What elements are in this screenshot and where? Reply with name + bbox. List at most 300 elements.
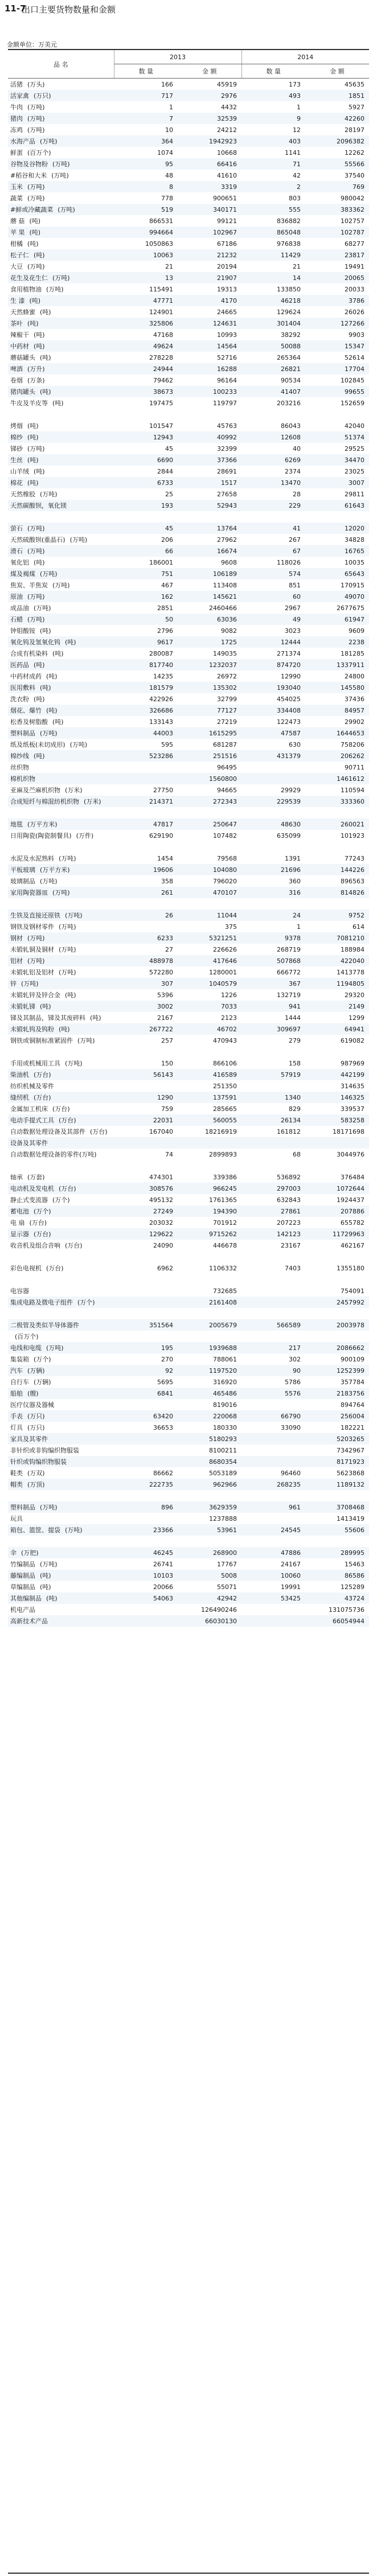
quantity-2013-cell [114,1160,178,1171]
item-cell [8,784,114,796]
quantity-2014-cell: 1141 [285,149,301,157]
quantity-2014-cell: 309697 [241,1023,305,1035]
amount-2013-cell: 45763 [217,422,237,430]
item-cell [8,79,114,90]
item-unit [10,1162,15,1170]
item-cell [8,147,114,158]
item-cell [8,1388,114,1399]
table-row [8,830,369,841]
item-cell [8,1194,114,1205]
item-cell [8,1513,114,1524]
table-row [8,739,369,750]
table-row [8,477,369,488]
quantity-2014-cell: 38292 [281,331,301,339]
item-cell [8,1422,114,1433]
amount-2014-cell: 462167 [341,1241,364,1249]
amount-2013-cell: 251516 [178,750,241,762]
item-cell [8,1160,114,1171]
amount-2013-cell [178,841,241,853]
item-unit: (万吨) [69,536,88,544]
item-unit: (万吨) [34,604,51,612]
quantity-2013-cell: 47817 [114,818,178,830]
item-name: 轴承 [10,1174,23,1181]
item-name: 天然硫酸钡(重晶石) [10,536,65,544]
quantity-2013-cell [114,1536,178,1547]
item-unit: (万吨) [40,730,58,737]
item-unit: (吨) [34,752,45,760]
item-cell [8,944,114,955]
quantity-2014-cell: 90 [241,1365,305,1376]
amount-2014-cell: 2096382 [305,135,369,147]
item-unit: (吨) [52,650,64,657]
table-row [8,727,369,739]
quantity-2014-cell: 47886 [241,1547,305,1558]
quantity-2014-cell: 24167 [281,1560,301,1568]
item-name: 集装箱 [10,1356,29,1363]
amount-2013-cell: 8680354 [178,1456,241,1467]
amount-2014-cell: 15463 [345,1560,364,1568]
amount-2014-cell: 1924437 [337,1196,364,1204]
item-cell [8,306,114,318]
quantity-2014-cell: 229539 [241,796,305,807]
item-unit: (吨) [29,229,41,236]
item-unit: (万吨) [27,616,45,623]
item-cell [8,1262,114,1274]
item-name: 锑砂 [10,445,23,452]
amount-2014-cell: 144226 [305,864,369,875]
quantity-2014-cell: 836882 [277,217,301,225]
quantity-2013-cell [114,1513,178,1524]
amount-2013-cell: 13764 [178,522,241,534]
quantity-2014-cell [241,1445,305,1456]
item-unit: (万台) [29,1219,47,1227]
quantity-2014-cell [241,762,305,773]
quantity-2014-cell: 874720 [241,659,305,670]
table-row [8,1194,369,1205]
table-row [8,693,369,705]
amount-2013-cell: 681287 [213,740,237,748]
quantity-2014-cell: 133850 [277,285,301,293]
table-row [8,1114,369,1126]
amount-2014-cell [305,1308,369,1319]
quantity-2013-cell: 79462 [153,376,173,384]
item-unit: (万吨) [40,1561,58,1568]
amount-2014-cell: 28197 [345,126,364,134]
quantity-2013-cell [114,773,178,784]
table-spacer-row [8,511,369,522]
quantity-2014-cell: 66790 [241,1410,305,1422]
amount-2013-cell: 966245 [178,1183,241,1194]
title-bar [0,0,377,16]
item-unit [35,1606,40,1614]
amount-2013-cell: 32399 [217,445,237,452]
item-unit: (万套) [27,1174,45,1181]
quantity-2013-cell: 3002 [114,1001,178,1012]
item-unit: (吨) [29,217,41,225]
amount-2014-cell: 1252399 [305,1365,369,1376]
item-cell [8,238,114,249]
amount-2013-cell: 104080 [178,864,241,875]
item-unit: (万吨) [51,172,69,179]
item-unit [10,513,15,521]
item-unit: (百万个) [15,1333,39,1340]
quantity-2014-cell: 536892 [277,1173,301,1181]
quantity-2013-cell: 759 [161,1105,173,1113]
amount-2013-cell: 3319 [178,181,241,192]
amount-2013-cell: 701912 [213,1219,237,1227]
amount-2013-cell: 1761365 [209,1196,237,1204]
table-row [8,1092,369,1103]
amount-2014-cell: 769 [305,181,369,192]
item-unit: (万吨) [52,274,70,282]
item-cell [8,739,114,750]
item-unit [54,1083,59,1090]
item-cell [8,1524,114,1536]
amount-2014-cell: 64941 [305,1023,369,1035]
quantity-2013-cell: 10063 [114,249,178,261]
quantity-2014-cell: 301404 [241,318,305,329]
item-unit: (万台) [59,1117,76,1124]
amount-2014-cell: 2457992 [305,1297,369,1308]
amount-2014-cell [305,511,369,522]
item-name: 牛肉 [10,104,23,111]
item-name: 箱包、篮筐、提袋 [10,1526,60,1534]
amount-2014-cell: 339537 [341,1105,364,1113]
table-row [8,716,369,727]
item-unit: (万米) [65,787,83,794]
amount-2013-cell: 28691 [217,467,237,475]
item-unit: (吨) [29,297,41,304]
item-name: 电容器 [10,1287,29,1295]
item-name: 氧化铝 [10,559,29,566]
quantity-2014-cell: 268719 [277,945,301,953]
amount-2013-cell [178,1274,241,1285]
amount-2013-cell: 1226 [221,991,237,999]
item-cell [8,807,114,818]
quantity-2014-cell: 207223 [277,1219,301,1227]
item-name: 钟钼酸铵 [10,627,35,635]
table-row [8,295,369,306]
table-row [8,204,369,215]
quantity-2013-cell: 181579 [114,682,178,693]
amount-2014-cell: 145580 [305,682,369,693]
amount-2013-cell [178,1046,241,1057]
item-cell [8,1308,114,1319]
quantity-2013-cell [114,1308,178,1319]
quantity-2013-cell: 6962 [157,1264,173,1272]
amount-2013-cell: 1280001 [209,968,237,976]
item-name: 塑料制品 [10,1504,35,1511]
amount-2014-cell: 655782 [341,1219,364,1227]
amount-2013-cell: 1725 [178,636,241,648]
item-unit: (吨) [46,707,58,714]
quantity-2014-cell: 632843 [277,1196,301,1204]
quantity-2014-cell: 268235 [241,1479,305,1490]
amount-2013-cell: 7033 [178,1001,241,1012]
item-unit: (万吨) [52,161,70,168]
amount-2013-cell: 24212 [217,126,237,134]
quantity-2013-cell: 896 [114,1501,178,1513]
amount-2014-cell: 26026 [345,308,364,316]
amount-2014-cell: 2238 [305,636,369,648]
item-name: 灯具 [10,1424,23,1431]
item-name: 成品油 [10,604,29,612]
quantity-2014-cell: 12608 [241,431,305,443]
amount-2014-cell: 2003978 [305,1319,369,1331]
item-name: 蓄电池 [10,1208,29,1215]
quantity-2013-cell: 325806 [114,318,178,329]
quantity-2014-cell [241,1604,305,1615]
quantity-2013-cell: 9617 [114,636,178,648]
amount-2014-cell [305,898,369,910]
header-quantity: 数 量 [241,64,305,79]
amount-2014-cell: 1413778 [337,968,364,976]
item-unit [10,1048,15,1056]
quantity-2014-cell: 1 [297,923,301,931]
item-unit: (吨) [52,400,64,407]
table-row [8,1422,369,1433]
quantity-2014-cell: 229 [241,500,305,511]
amount-2014-cell: 442199 [305,1069,369,1080]
amount-2014-cell [305,409,369,420]
amount-2013-cell: 1939688 [178,1342,241,1353]
item-name: 锌 [10,980,17,987]
item-unit: (吨) [27,479,39,487]
item-cell [8,602,114,614]
header-year-2014: 2014 [241,50,369,64]
amount-2014-cell: 814826 [305,887,369,898]
item-unit: (万吨) [27,263,45,270]
item-unit: (万吨) [27,183,45,191]
amount-2013-cell: 52716 [217,353,237,361]
item-cell [8,1012,114,1023]
amount-2014-cell: 1461612 [305,773,369,784]
item-name: 蘑菇罐头 [10,354,35,361]
item-unit: (吨) [40,1003,51,1010]
item-name: 塑料制品 [10,730,35,737]
quantity-2013-cell [114,1274,178,1285]
table-row [8,1513,369,1524]
item-unit: (万只) [27,1413,45,1420]
amount-2014-cell [305,1251,369,1262]
item-unit [35,775,40,783]
quantity-2013-cell: 44003 [114,727,178,739]
amount-2013-cell: 1040579 [178,978,241,989]
amount-2013-cell: 9608 [221,558,237,566]
item-cell [8,1604,114,1615]
amount-2013-cell: 251350 [213,1082,237,1090]
item-name: 煤及褐煤 [10,570,35,578]
amount-2014-cell: 260021 [305,818,369,830]
quantity-2013-cell: 10103 [114,1570,178,1581]
table-row [8,1285,369,1297]
quantity-2013-cell: 24090 [153,1241,173,1249]
item-name: 活猪 [10,81,23,88]
table-row [8,1217,369,1228]
item-unit [10,843,15,851]
item-unit: (吨) [34,343,45,350]
quantity-2013-cell: 495132 [149,1196,173,1204]
amount-2013-cell: 4432 [221,103,237,111]
table-row [8,283,369,295]
item-cell [8,375,114,386]
quantity-2013-cell [114,1399,178,1410]
table-row [8,431,369,443]
amount-2013-cell: 45919 [217,80,237,88]
quantity-2013-cell: 474301 [149,1173,173,1181]
table-row [8,636,369,648]
table-spacer-row [8,1251,369,1262]
quantity-2013-cell: 817740 [114,659,178,670]
item-cell [8,409,114,420]
item-cell [8,1467,114,1479]
item-cell [8,1285,114,1297]
quantity-2014-cell: 33090 [281,1423,301,1431]
amount-2014-cell: 43724 [305,1592,369,1604]
amount-2013-cell: 11044 [178,910,241,921]
quantity-2014-cell [241,898,305,910]
quantity-2014-cell: 129624 [277,308,301,316]
section-number: 11-7 [5,3,26,14]
table-row [8,522,369,534]
item-unit: (万辆) [27,1367,45,1375]
item-unit [10,1276,15,1283]
quantity-2013-cell [114,807,178,818]
table-row [8,602,369,614]
item-cell [8,557,114,568]
quantity-2013-cell [114,841,178,853]
item-cell [8,648,114,659]
amount-2014-cell: 1413419 [337,1515,364,1522]
header-year-2013: 2013 [114,50,241,64]
item-unit: (万条) [27,377,45,384]
table-row [8,454,369,466]
amount-2014-cell: 66054944 [305,1615,369,1627]
item-name: 彩色电视机 [10,1265,42,1272]
quantity-2014-cell: 7403 [285,1264,301,1272]
amount-2013-cell: 17767 [217,1560,237,1568]
item-unit: (吨) [27,456,39,464]
table-row [8,557,369,568]
table-row [8,1592,369,1604]
item-unit: (万吨) [69,741,88,748]
amount-2014-cell: 61947 [305,614,369,625]
table-row [8,864,369,875]
quantity-2013-cell: 38673 [114,386,178,397]
quantity-2013-cell: 22031 [114,1114,178,1126]
table-row [8,1103,369,1114]
amount-2014-cell: 34470 [305,454,369,466]
item-cell [8,955,114,966]
amount-2014-cell: 102757 [341,217,364,225]
item-cell [8,295,114,306]
amount-2013-cell: 339386 [213,1173,237,1181]
item-unit: (万吨) [65,1526,83,1534]
quantity-2014-cell: 90534 [281,376,301,384]
amount-2014-cell: 86586 [305,1570,369,1581]
amount-2014-cell: 2086662 [305,1342,369,1353]
item-name: 石蜡 [10,616,23,623]
quantity-2014-cell [241,841,305,853]
quantity-2013-cell [114,1080,178,1092]
item-name: 鲜蛋 [10,149,23,157]
item-name: 集成电路及微电子组件 [10,1299,73,1306]
amount-2014-cell: 9752 [305,910,369,921]
table-spacer-row [8,807,369,818]
amount-2013-cell: 900651 [213,194,237,202]
quantity-2013-cell: 26 [114,910,178,921]
item-unit: (吨) [46,1595,58,1602]
item-name: 钢铁及钢材零件 [10,923,54,931]
quantity-2014-cell: 976838 [277,240,301,248]
amount-2013-cell: 5008 [178,1570,241,1581]
item-name: 原油 [10,593,23,600]
amount-2013-cell: 819016 [213,1401,237,1409]
item-cell [8,90,114,101]
quantity-2013-cell: 2844 [157,467,173,475]
item-cell [8,1103,114,1114]
quantity-2014-cell [241,1046,305,1057]
quantity-2014-cell [241,409,305,420]
quantity-2013-cell: 49624 [114,340,178,352]
quantity-2014-cell: 40 [293,445,301,452]
amount-2014-cell: 29525 [345,445,364,452]
amount-2014-cell: 896563 [341,877,364,885]
quantity-2014-cell: 2967 [285,604,301,612]
table-row [8,1149,369,1160]
item-unit: (万个) [52,1196,70,1204]
item-unit: (艘) [27,1390,39,1397]
quantity-2014-cell [241,1536,305,1547]
amount-2014-cell: 3708468 [305,1501,369,1513]
quantity-2014-cell [241,1160,305,1171]
quantity-2013-cell: 195 [114,1342,178,1353]
item-name: 大豆 [10,263,23,270]
item-unit [67,502,71,509]
quantity-2013-cell: 12943 [114,431,178,443]
quantity-2013-cell: 26741 [153,1560,173,1568]
quantity-2013-cell [114,511,178,522]
item-cell [8,1274,114,1285]
data-table-wrap [8,49,369,2574]
quantity-2014-cell: 454025 [277,695,301,703]
amount-2014-cell: 207886 [305,1205,369,1217]
quantity-2014-cell: 566589 [241,1319,305,1331]
item-unit: (吨) [27,320,39,327]
table-row [8,682,369,693]
item-unit: (万吨) [27,593,45,600]
header-amount: 金 额 [178,64,241,79]
amount-2013-cell: 3629359 [178,1501,241,1513]
table-row [8,1570,369,1581]
item-name: 地毯 [10,821,23,828]
amount-2014-cell: 51374 [305,431,369,443]
table-row [8,90,369,101]
amount-2014-cell: 55606 [305,1524,369,1536]
table-row [8,966,369,978]
item-name: 辣椒干 [10,331,29,339]
item-cell [8,875,114,887]
amount-2014-cell: 131075736 [329,1606,364,1614]
amount-2014-cell: 1299 [349,1014,364,1022]
item-unit: (万吨) [27,957,45,965]
table-row [8,568,369,579]
amount-2014-cell: 758206 [341,740,364,748]
quantity-2014-cell: 26821 [241,363,305,375]
quantity-2013-cell: 717 [114,90,178,101]
quantity-2014-cell: 271374 [277,649,301,657]
item-name: 静止式变流器 [10,1196,48,1204]
